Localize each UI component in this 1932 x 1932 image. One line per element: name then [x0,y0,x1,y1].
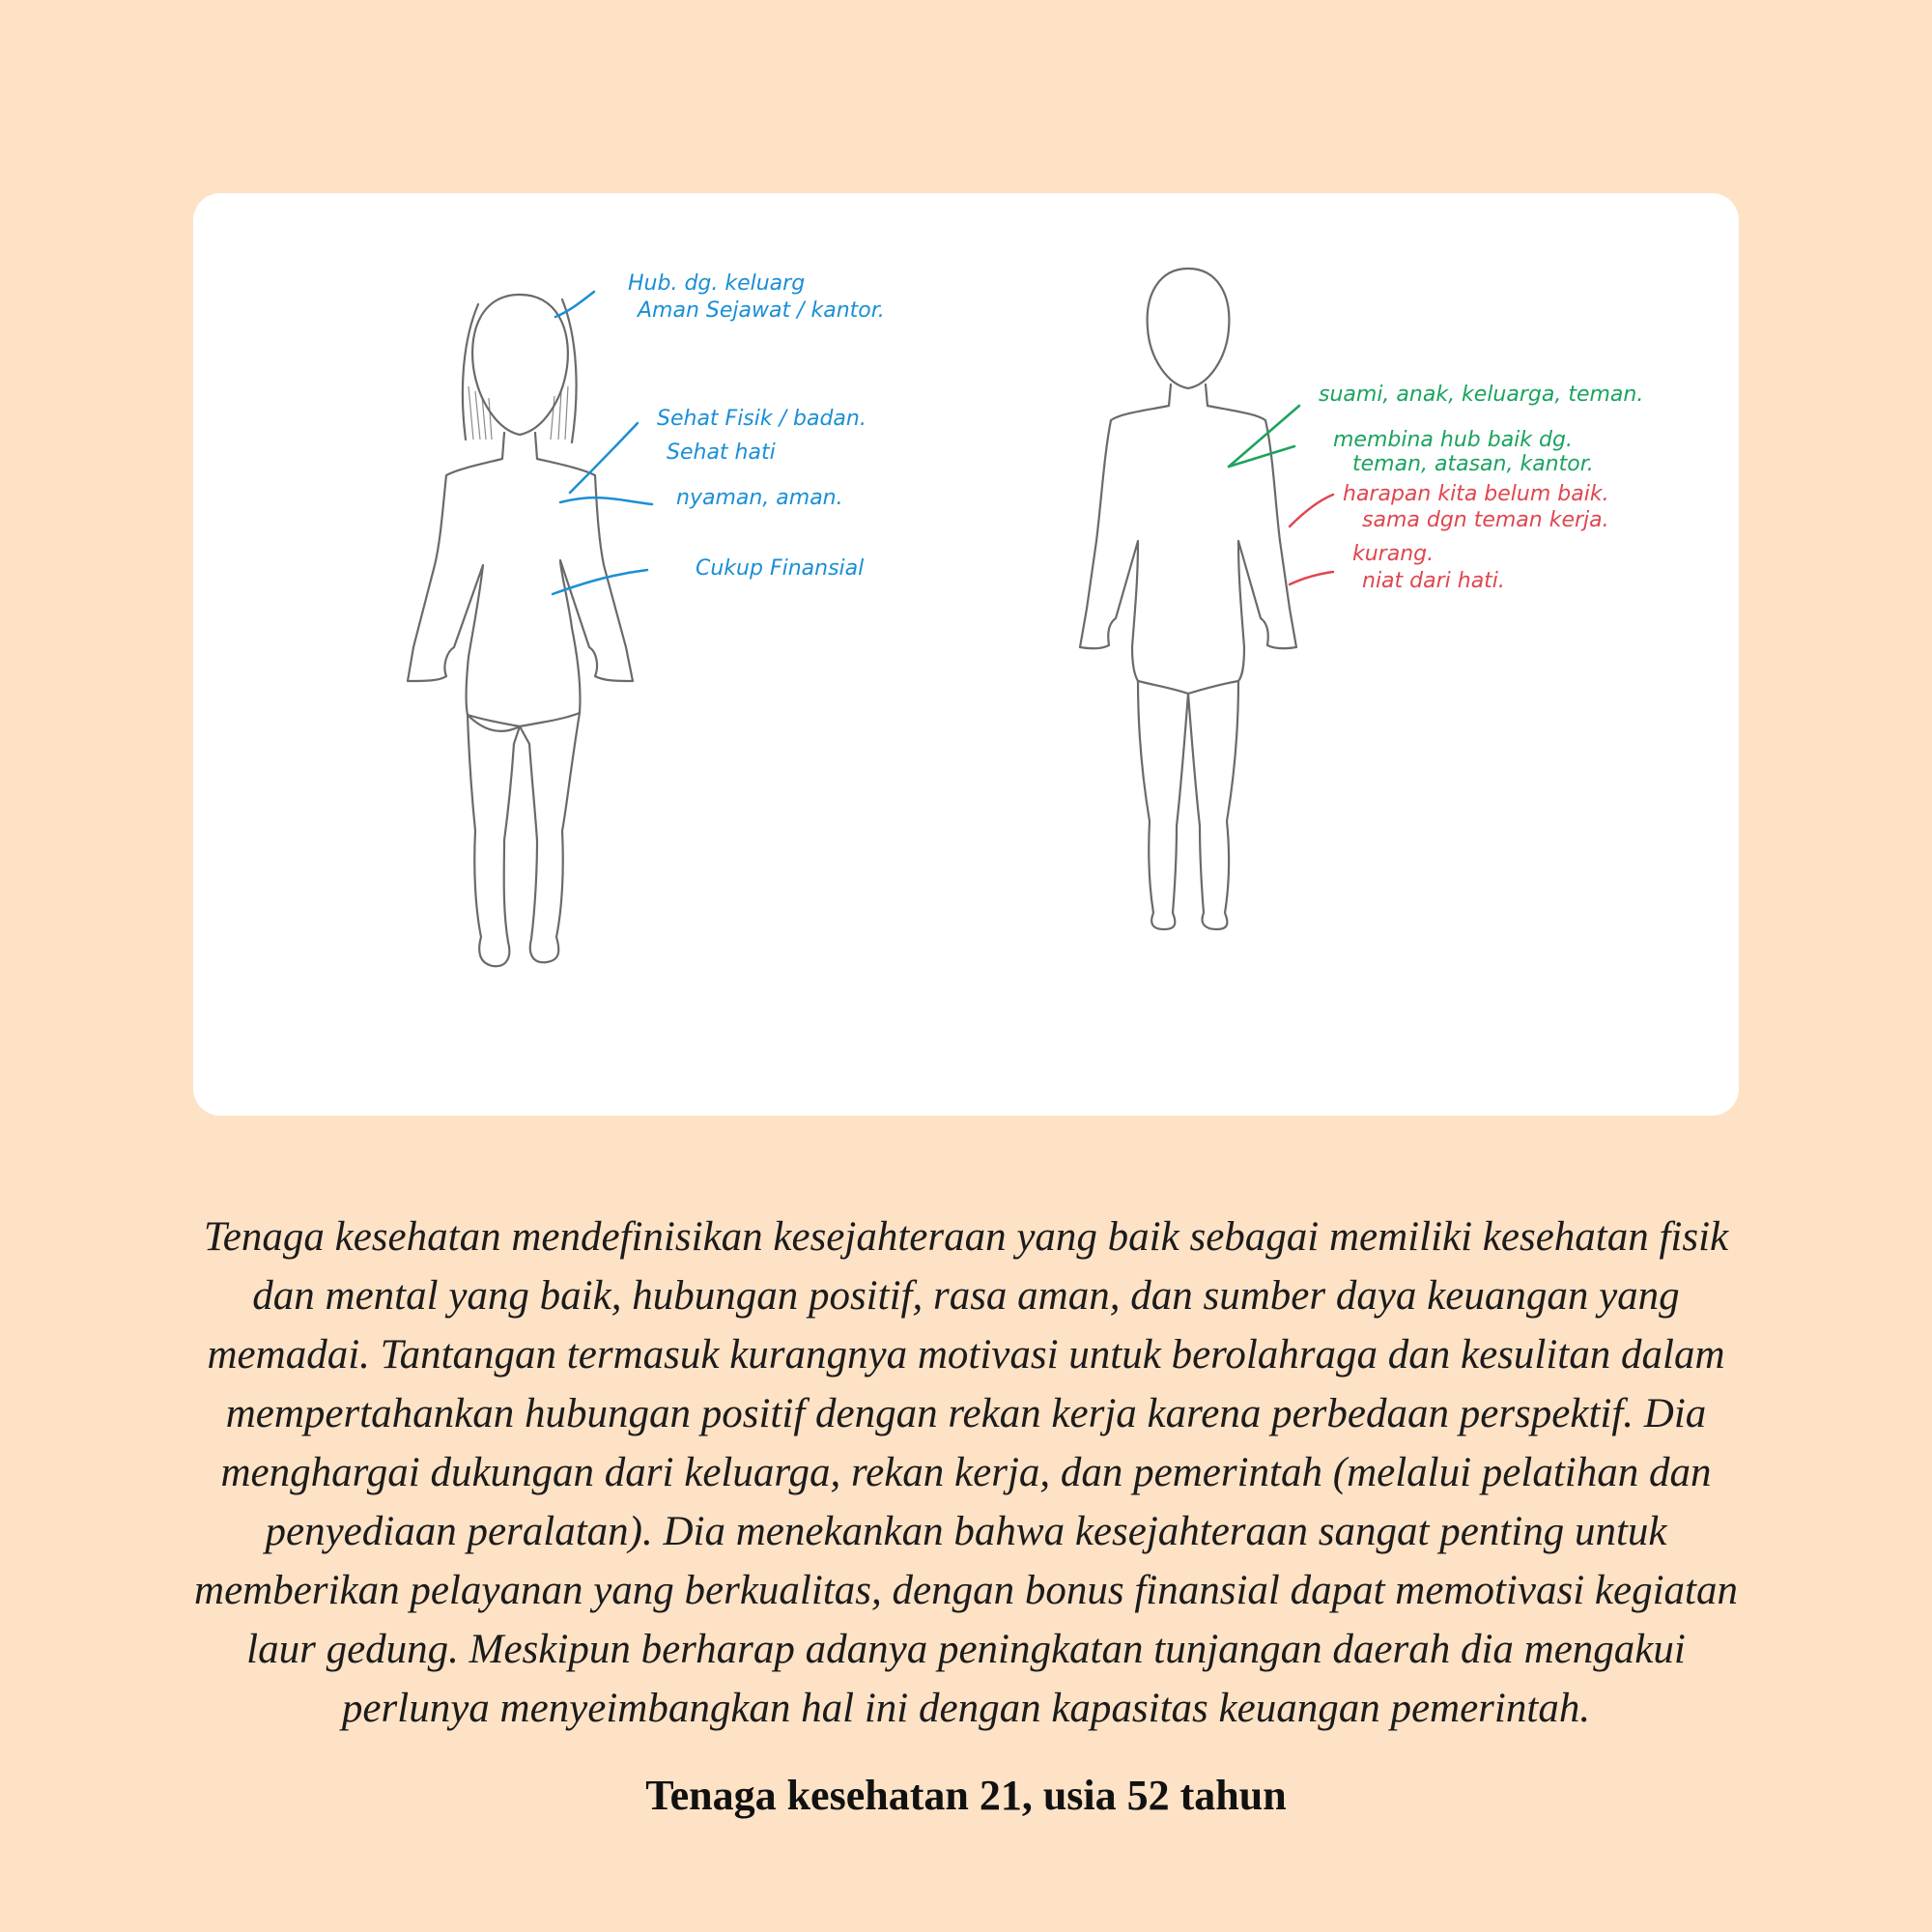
body-map-drawing [193,193,1739,1116]
left-figure [408,295,633,966]
drawing-card [193,193,1739,1116]
note-heart-health: Sehat hati [667,440,776,465]
challenge-coworkers: sama dgn teman kerja. [1362,508,1609,532]
note-safe-colleagues: Aman Sejawat / kantor. [638,298,885,323]
note-physical-health: Sehat Fisik / badan. [657,407,867,431]
challenge-motivation: niat dari hati. [1362,569,1505,593]
note-family-relations: Hub. dg. keluarg [628,271,806,296]
participant-attribution: Tenaga kesehatan 21, usia 52 tahun [645,1772,1287,1819]
note-good-relations: membina hub baik dg. [1333,428,1573,452]
note-comfort-safety: nyaman, aman. [676,486,843,510]
challenge-expectations: harapan kita belum baik. [1343,482,1609,506]
note-support-network: suami, anak, keluarga, teman. [1319,383,1644,407]
right-figure [1080,269,1296,929]
note-colleagues-boss: teman, atasan, kantor. [1352,452,1594,476]
challenge-lacking: kurang. [1352,542,1435,566]
interview-summary: Tenaga kesehatan mendefinisikan kesejahteraan yang baik sebagai memiliki kesehatan fisik dan mental yang baik, hubungan positif, rasa aman, dan sumber daya keuangan yang memadai. Tantangan termasuk kurangnya motivasi untuk berolahraga dan kesulitan dalam mempertahankan hubungan positif dengan rekan kerja karena perbedaan perspektif. Dia menghargai dukungan dari keluarga, rekan kerja, dan pemerintah (melalui pelatihan dan penyediaan peralatan). Dia menekankan bahwa kesejahteraan sangat penting untuk memberikan pelayanan yang berkualitas, dengan bonus finansial dapat memotivasi kegiatan laur gedung. Meskipun berharap adanya peningkatan tunjangan daerah dia mengakui perlunya menyeimbangkan hal ini dengan kapasitas keuangan pemerintah. [194,1214,1738,1731]
note-financial: Cukup Finansial [696,556,865,581]
